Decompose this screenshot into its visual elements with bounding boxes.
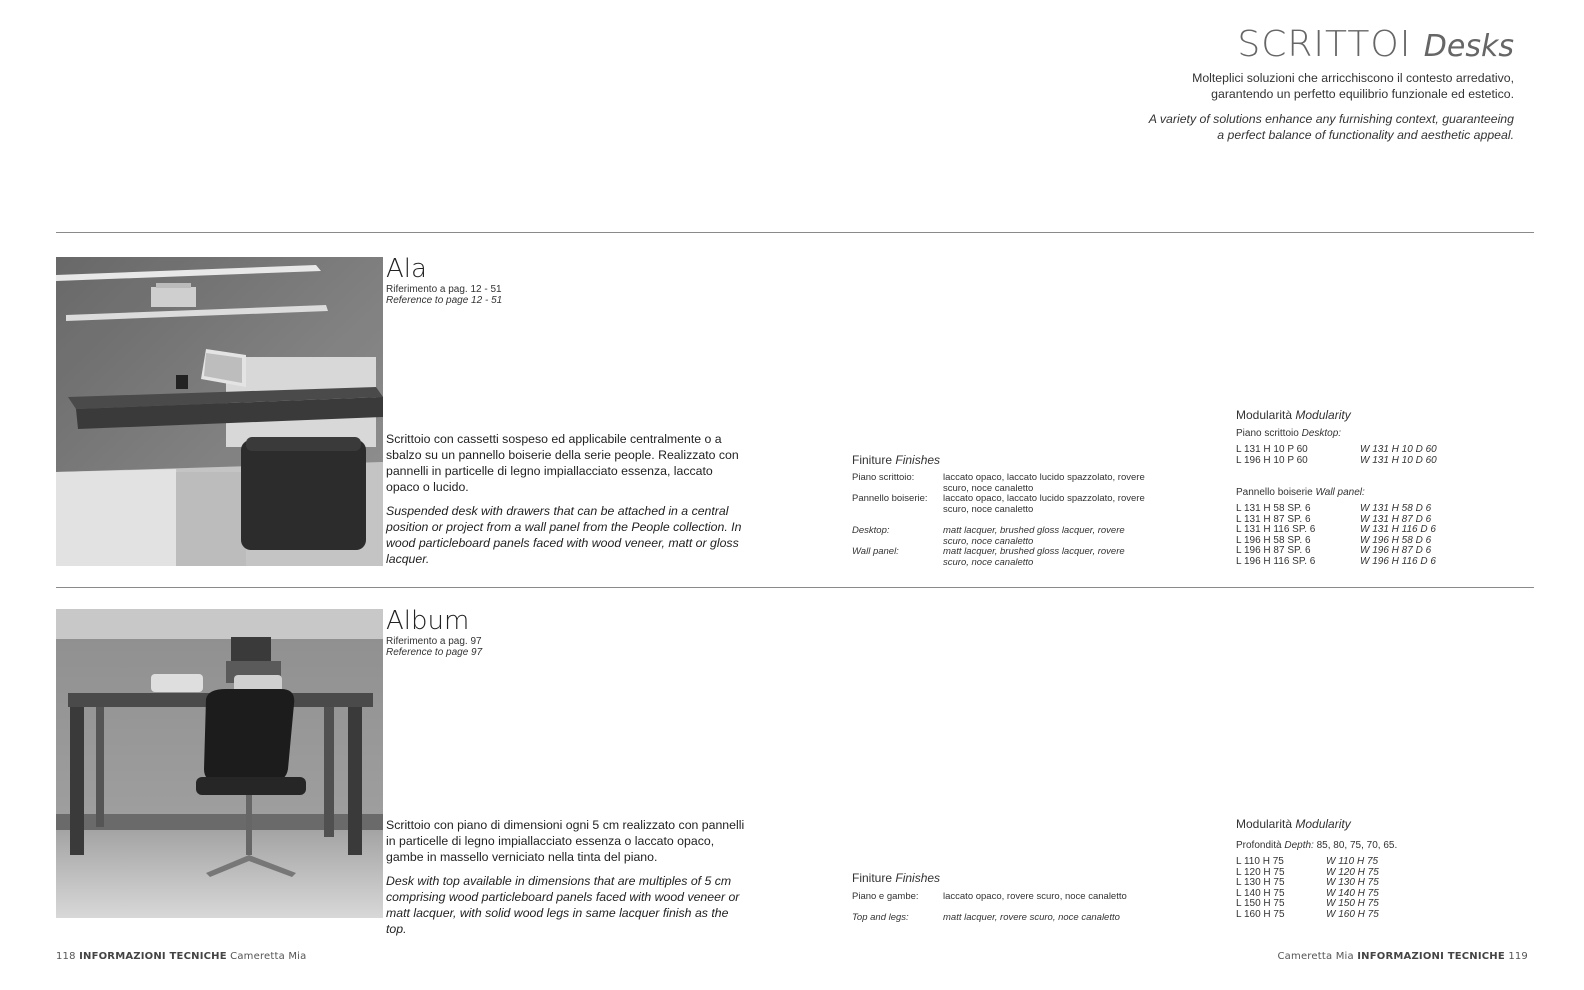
dimension-row: L 196 H 58 SP. 6 W 196 H 58 D 6 — [1236, 534, 1432, 546]
dimension-row: L 131 H 58 SP. 6 W 131 H 58 D 6 — [1236, 503, 1432, 514]
footer-section-right: INFORMAZIONI TECNICHE — [1357, 951, 1505, 962]
ala-product-photo — [56, 257, 383, 566]
album-finishes-title: Finiture Finishes — [852, 871, 941, 885]
album-reference: Riferimento a pag. 97 Reference to page 97 — [386, 636, 483, 658]
product-name-ala: Ala — [386, 254, 427, 284]
ala-description — [386, 431, 748, 575]
album-finish-row: Piano e gambe: laccato opaco, rovere scuro, noce canaletto — [852, 891, 1127, 902]
album-product-photo — [56, 609, 383, 918]
footer-right — [1278, 951, 1529, 962]
intro-english: A variety of solutions enhance any furnishing context, guaranteeing a perfect balance of functionality and aesthetic appeal. — [1148, 112, 1514, 142]
dimension-row: L 131 H 87 SP. 6 W 131 H 87 D 6 — [1236, 513, 1432, 525]
album-desc-english: Desk with top available in dimensions that are multiples of 5 cm comprising wood particleboard panels faced with wood veneer or matt lacquer, with solid wood legs in same lacquer finish as the top. — [386, 874, 740, 936]
ala-finishes-title: Finiture Finishes — [852, 453, 941, 467]
footer-left — [56, 951, 307, 962]
page-number-right: 119 — [1508, 951, 1528, 962]
dimension-row: L 196 H 116 SP. 6 W 196 H 116 D 6 — [1236, 555, 1436, 567]
ala-desktop-dimensions — [1236, 445, 1437, 466]
title-main: SCRITTOI — [1237, 24, 1412, 65]
ala-wallpanel-dimensions — [1236, 504, 1436, 568]
ala-finish-row: Desktop: matt lacquer, brushed gloss lacquer, rovere scuro, noce canaletto — [852, 525, 1125, 547]
dimension-row: L 131 H 10 P 60 W 131 H 10 D 60 — [1236, 444, 1437, 455]
album-modularity-title: Modularità Modularity — [1236, 817, 1351, 831]
album-description — [386, 817, 748, 945]
ala-reference: Riferimento a pag. 12 - 51 Reference to page 12 - 51 — [386, 284, 503, 306]
footer-brand-right: Cameretta Mia — [1277, 951, 1354, 962]
album-dimensions — [1236, 857, 1379, 921]
dimension-row: L 160 H 75 W 160 H 75 — [1236, 908, 1379, 920]
intro-text — [1094, 70, 1514, 152]
album-desc-italian: Scrittoio con piano di dimensioni ogni 5 cm realizzato con pannelli in particelle di legno impiallacciato essenza o laccato opaco, gambe in massello verniciato nella tinta del piano. — [386, 818, 745, 864]
ala-desc-english: Suspended desk with drawers that can be attached in a central position or project from a wall panel from the People collection. In wood particleboard panels faced with wood veneer, matt or gloss lacquer. — [386, 504, 742, 566]
product-name-album: Album — [386, 606, 470, 636]
ala-finish-row: Pannello boiserie: laccato opaco, laccato lucido spazzolato, rovere scuro, noce canaletto — [852, 493, 1145, 515]
divider-middle — [56, 587, 1534, 588]
dimension-row: L 196 H 87 SP. 6 W 196 H 87 D 6 — [1236, 545, 1432, 557]
ala-wallpanel-subtitle: Pannello boiserie Wall panel: — [1236, 487, 1365, 498]
dimension-row: L 196 H 10 P 60 W 131 H 10 D 60 — [1236, 454, 1437, 466]
page-title — [1237, 24, 1514, 65]
divider-top — [56, 232, 1534, 233]
ala-desktop-subtitle: Piano scrittoio Desktop: — [1236, 428, 1342, 439]
album-finish-row: Top and legs: matt lacquer, rovere scuro, noce canaletto — [852, 912, 1120, 923]
dimension-row: L 131 H 116 SP. 6 W 131 H 116 D 6 — [1236, 524, 1436, 536]
ala-modularity-title: Modularità Modularity — [1236, 408, 1351, 422]
intro-italian: Molteplici soluzioni che arricchiscono il contesto arredativo, garantendo un perfetto equilibrio funzionale ed estetico. — [1192, 71, 1514, 101]
album-depth-line: Profondità Depth: 85, 80, 75, 70, 65. — [1236, 840, 1398, 851]
page-number-left: 118 — [56, 951, 76, 962]
dimension-row: L 150 H 75 W 150 H 75 — [1236, 898, 1379, 910]
dimension-row: L 130 H 75 W 130 H 75 — [1236, 877, 1379, 889]
footer-brand-left: Cameretta Mia — [230, 951, 307, 962]
dimension-row: L 140 H 75 W 140 H 75 — [1236, 887, 1379, 899]
ala-desc-italian: Scrittoio con cassetti sospeso ed applicabile centralmente o a sbalzo su un pannello boiserie della serie people. Realizzato con pannelli in particelle di legno impiallacciato essenza, laccato opaco o lucido. — [386, 432, 739, 494]
title-italic: Desks — [1423, 29, 1514, 64]
dimension-row: L 120 H 75 W 120 H 75 — [1236, 866, 1379, 878]
dimension-row: L 110 H 75 W 110 H 75 — [1236, 856, 1379, 867]
ala-finish-row: Piano scrittoio: laccato opaco, laccato lucido spazzolato, rovere scuro, noce canaletto — [852, 472, 1145, 494]
ala-finish-row: Wall panel: matt lacquer, brushed gloss lacquer, rovere scuro, noce canaletto — [852, 546, 1125, 568]
footer-section-left: INFORMAZIONI TECNICHE — [79, 951, 227, 962]
